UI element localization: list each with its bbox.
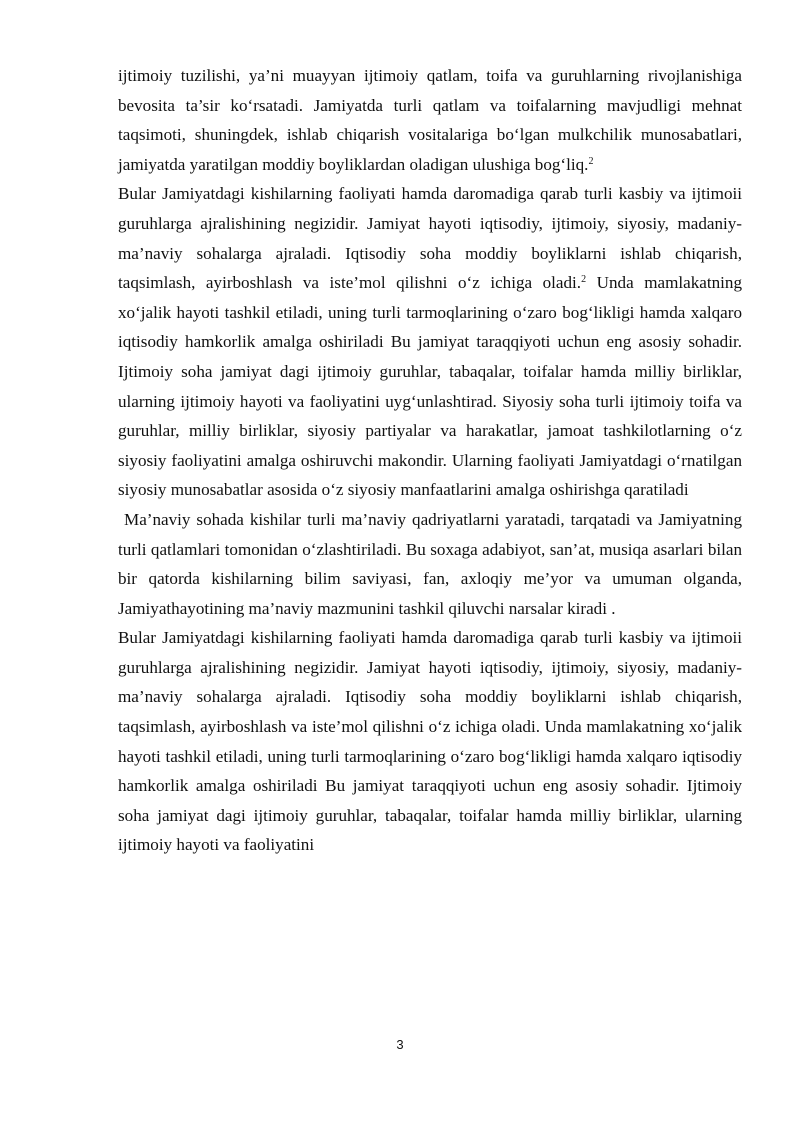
paragraph-spiritual-sphere bbox=[118, 505, 742, 623]
paragraph-text: ijtimoiy tuzilishi, ya’ni muayyan ijtimoiy qatlam, toifa va guruhlarning rivojlanishiga bevosita ta’sir ko‘rsatadi. Jamiyatda turli qatlam va toifalarning mavjudligi mehnat taqsimoti, shuningdek, ishlab chiqarish vositalariga bo‘lgan mulkchilik munosabatlari, jamiyatda yaratilgan moddiy boyliklardan oladigan ulushiga bog‘liq. bbox=[118, 66, 742, 174]
paragraph-society-spheres bbox=[118, 179, 742, 505]
document-page bbox=[118, 61, 742, 860]
paragraph-text-continued: Unda mamlakatning xo‘jalik hayoti tashkil etiladi, uning turli tarmoqlarining o‘zaro bog‘likligi hamda xalqaro iqtisodiy hamkorlik amalga oshiriladi Bu jamiyat taraqqiyoti uchun eng asosiy sohadir. Ijtimoiy soha jamiyat dagi ijtimoiy guruhlar, tabaqalar, toifalar hamda milliy birliklar, ularning ijtimoiy hayoti va faoliyatini uyg‘unlashtirad. Siyosiy soha turli ijtimoiy toifa va guruhlar, milliy birliklar, siyosiy partiyalar va harakatlar, jamoat tashkilotlarning o‘z siyosiy faoliyatini amalga oshiruvchi makondir. Ularning faoliyati Jamiyatdagi o‘rnatilgan siyosiy munosabatlar asosida o‘z siyosiy manfaatlarini amalga oshirishga qaratiladi bbox=[118, 273, 742, 500]
footnote-marker: 2 bbox=[588, 155, 594, 167]
paragraph-text: Bular Jamiyatdagi kishilarning faoliyati hamda daromadiga qarab turli kasbiy va ijtimoii guruhlarga ajralishining negizidir. Jamiyat hayoti iqtisodiy, ijtimoiy, siyosiy, madaniy-ma’naviy sohalarga ajraladi. Iqtisodiy soha moddiy boyliklarni ishlab chiqarish, taqsimlash, ayirboshlash va iste’mol qilishni o‘z ichiga oladi. Unda mamlakatning xo‘jalik hayoti tashkil etiladi, uning turli tarmoqlarining o‘zaro bog‘likligi hamda xalqaro iqtisodiy hamkorlik amalga oshiriladi Bu jamiyat taraqqiyoti uchun eng asosiy sohadir. Ijtimoiy soha jamiyat dagi ijtimoiy guruhlar, tabaqalar, toifalar hamda milliy birliklar, ularning ijtimoiy hayoti va faoliyatini bbox=[118, 628, 742, 855]
paragraph-society-spheres-repeat bbox=[118, 623, 742, 860]
footnote-marker: 2 bbox=[581, 274, 587, 286]
paragraph-text: Ma’naviy sohada kishilar turli ma’naviy qadriyatlarni yaratadi, tarqatadi va Jamiyatning turli qatlamlari tomonidan o‘zlashtiriladi. Bu soxaga adabiyot, san’at, musiqa asarlari bilan bir qatorda kishilarning bilim saviyasi, fan, axloqiy me’yor va umuman olganda, Jamiyathayotining ma’naviy mazmunini tashkil qiluvchi narsalar kiradi . bbox=[118, 509, 742, 618]
paragraph-social-structure bbox=[118, 61, 742, 179]
paragraph-text: Bular Jamiyatdagi kishilarning faoliyati hamda daromadiga qarab turli kasbiy va ijtimoii guruhlarga ajralishining negizidir. Jamiyat hayoti iqtisodiy, ijtimoiy, siyosiy, madaniy-ma’naviy sohalarga ajraladi. Iqtisodiy soha moddiy boyliklarni ishlab chiqarish, taqsimlash, ayirboshlash va iste’mol qilishni o‘z ichiga oladi. bbox=[118, 184, 742, 293]
page-number: 3 bbox=[396, 1037, 404, 1052]
